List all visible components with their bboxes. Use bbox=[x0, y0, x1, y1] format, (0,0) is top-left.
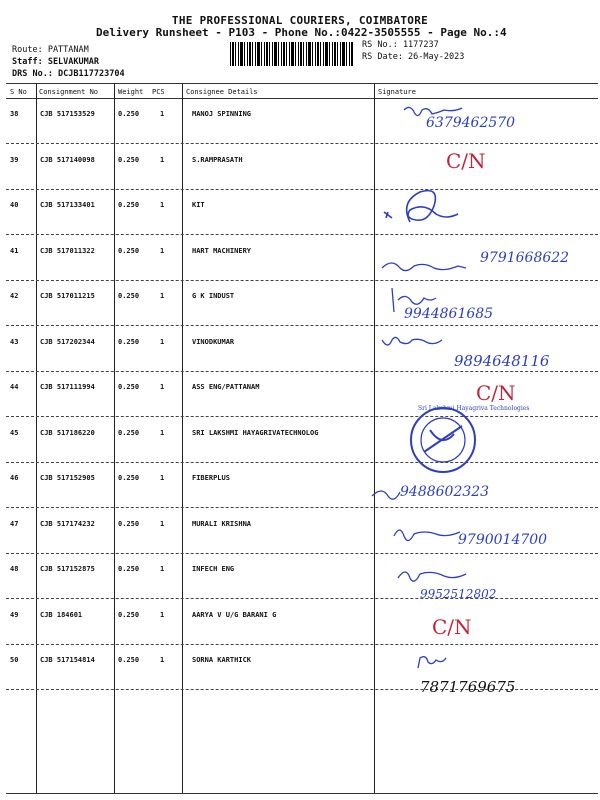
row-sno: 49 bbox=[10, 610, 19, 619]
row-divider bbox=[6, 371, 598, 372]
row-consignee: VINODKUMAR bbox=[192, 337, 235, 346]
row-weight: 0.250 bbox=[118, 565, 140, 573]
table-row bbox=[0, 423, 600, 468]
row-consignee: AARYA V U/G BARANI G bbox=[192, 610, 277, 619]
row-consignment: CJB 517202344 bbox=[40, 337, 95, 346]
row-divider bbox=[6, 553, 598, 554]
runsheet-title: Delivery Runsheet - P103 - Phone No.:0422-3505555 - Page No.:4 bbox=[96, 26, 507, 39]
row-divider bbox=[6, 644, 598, 645]
row-consignment: CJB 517011322 bbox=[40, 246, 95, 255]
row-divider bbox=[6, 507, 598, 508]
row-consignee: FIBERPLUS bbox=[192, 474, 230, 482]
handwritten-phone: 6379462570 bbox=[426, 115, 516, 131]
row-divider bbox=[6, 598, 598, 599]
row-consignment: CJB 517153529 bbox=[40, 110, 95, 118]
row-weight: 0.250 bbox=[118, 337, 140, 346]
row-pcs: 1 bbox=[160, 565, 165, 573]
row-consignment: CJB 517011215 bbox=[40, 292, 95, 300]
row-consignee: ASS ENG/PATTANAM bbox=[192, 383, 260, 391]
row-divider bbox=[6, 280, 598, 281]
handwritten-phone: 9790014700 bbox=[458, 532, 548, 548]
row-pcs: 1 bbox=[160, 246, 165, 255]
row-sno: 40 bbox=[10, 201, 19, 209]
row-consignee: G K INDUST bbox=[192, 292, 235, 300]
col-header-consignment: Consignment No bbox=[39, 88, 99, 96]
row-pcs: 1 bbox=[160, 110, 165, 118]
table-row bbox=[0, 104, 600, 149]
table-row bbox=[0, 468, 600, 513]
table-row bbox=[0, 332, 600, 377]
row-weight: 0.250 bbox=[118, 155, 140, 164]
handwritten-cn: C/N bbox=[446, 149, 486, 173]
table-row bbox=[0, 650, 600, 695]
col-header-signature: Signature bbox=[378, 88, 416, 96]
row-consignment: CJB 517133401 bbox=[40, 201, 95, 209]
row-divider bbox=[6, 234, 598, 235]
row-consignment: CJB 517154814 bbox=[40, 656, 95, 664]
row-sno: 46 bbox=[10, 474, 19, 482]
row-consignment: CJB 517152875 bbox=[40, 565, 95, 573]
row-sno: 43 bbox=[10, 337, 19, 346]
handwritten-phone: 9488602323 bbox=[400, 484, 490, 500]
table-row bbox=[0, 241, 600, 286]
row-divider bbox=[6, 189, 598, 190]
row-sno: 39 bbox=[10, 155, 19, 164]
row-divider bbox=[6, 143, 598, 144]
row-consignment: CJB 517111994 bbox=[40, 383, 95, 391]
row-pcs: 1 bbox=[160, 519, 165, 528]
footer-rule bbox=[6, 793, 598, 794]
handwritten-cn: C/N bbox=[476, 381, 516, 405]
row-sno: 48 bbox=[10, 565, 19, 573]
route-label: Route: PATTANAM bbox=[12, 45, 89, 55]
row-divider bbox=[6, 462, 598, 463]
row-pcs: 1 bbox=[160, 201, 165, 209]
row-pcs: 1 bbox=[160, 610, 165, 619]
table-row bbox=[0, 559, 600, 604]
row-sno: 44 bbox=[10, 383, 19, 391]
row-weight: 0.250 bbox=[118, 428, 140, 437]
col-header-pcs: PCS bbox=[152, 88, 165, 96]
row-divider bbox=[6, 325, 598, 326]
barcode bbox=[230, 42, 354, 66]
handwritten-phone: 9894648116 bbox=[454, 352, 550, 370]
row-divider bbox=[6, 416, 598, 417]
col-header-sno: S No bbox=[10, 88, 27, 96]
row-consignee: MURALI KRISHNA bbox=[192, 519, 252, 528]
drs-number: DRS No.: DCJB117723704 bbox=[12, 69, 125, 79]
header-bottom-rule bbox=[6, 98, 598, 99]
handwritten-phone: 9944861685 bbox=[404, 306, 494, 322]
row-weight: 0.250 bbox=[118, 292, 140, 300]
row-pcs: 1 bbox=[160, 383, 165, 391]
row-weight: 0.250 bbox=[118, 201, 140, 209]
row-pcs: 1 bbox=[160, 337, 165, 346]
row-sno: 38 bbox=[10, 110, 19, 118]
row-weight: 0.250 bbox=[118, 110, 140, 118]
table-row bbox=[0, 150, 600, 195]
row-pcs: 1 bbox=[160, 155, 165, 164]
row-divider bbox=[6, 689, 598, 690]
row-consignee: KIT bbox=[192, 201, 205, 209]
col-header-weight: Weight bbox=[118, 88, 144, 96]
col-header-consignee: Consignee Details bbox=[186, 88, 258, 96]
row-sno: 42 bbox=[10, 292, 19, 300]
rs-number: RS No.: 1177237 bbox=[362, 40, 439, 50]
row-weight: 0.250 bbox=[118, 474, 140, 482]
table-row bbox=[0, 195, 600, 240]
row-weight: 0.250 bbox=[118, 610, 140, 619]
row-weight: 0.250 bbox=[118, 383, 140, 391]
row-consignee: S.RAMPRASATH bbox=[192, 155, 243, 164]
row-consignment: CJB 184601 bbox=[40, 610, 83, 619]
row-sno: 47 bbox=[10, 519, 19, 528]
row-consignee: SRI LAKSHMI HAYAGRIVATECHNOLOG bbox=[192, 428, 319, 437]
row-pcs: 1 bbox=[160, 656, 165, 664]
row-pcs: 1 bbox=[160, 292, 165, 300]
company-name: THE PROFESSIONAL COURIERS, COIMBATORE bbox=[171, 14, 429, 27]
handwritten-cn: C/N bbox=[432, 615, 472, 639]
row-consignment: CJB 517186220 bbox=[40, 428, 95, 437]
row-weight: 0.250 bbox=[118, 246, 140, 255]
row-sno: 45 bbox=[10, 428, 19, 437]
row-consignment: CJB 517174232 bbox=[40, 519, 95, 528]
row-sno: 41 bbox=[10, 246, 19, 255]
row-weight: 0.250 bbox=[118, 656, 140, 664]
handwritten-phone: 9791668622 bbox=[480, 250, 570, 266]
row-pcs: 1 bbox=[160, 428, 165, 437]
row-weight: 0.250 bbox=[118, 519, 140, 528]
table-row bbox=[0, 377, 600, 422]
row-consignment: CJB 517140098 bbox=[40, 155, 95, 164]
handwritten-phone: 7871769675 bbox=[420, 678, 516, 696]
row-consignee: HART MACHINERY bbox=[192, 246, 252, 255]
seal-text: Sri Lakshmi Hayagriva Technologies bbox=[418, 405, 530, 412]
row-consignee: INFECH ENG bbox=[192, 565, 235, 573]
row-consignee: MANOJ SPINNING bbox=[192, 110, 252, 118]
staff-label: Staff: SELVAKUMAR bbox=[12, 57, 99, 67]
handwritten-phone: 9952512802 bbox=[420, 587, 497, 601]
rs-date: RS Date: 26-May-2023 bbox=[362, 52, 465, 62]
header-top-rule bbox=[6, 83, 598, 84]
row-consignment: CJB 517152905 bbox=[40, 474, 95, 482]
row-pcs: 1 bbox=[160, 474, 165, 482]
row-sno: 50 bbox=[10, 656, 19, 664]
row-consignee: SORNA KARTHICK bbox=[192, 656, 252, 664]
table-row bbox=[0, 514, 600, 559]
table-row bbox=[0, 605, 600, 650]
table-row bbox=[0, 286, 600, 331]
signature-phone: jayaclo 6379462570 bbox=[404, 125, 415, 126]
